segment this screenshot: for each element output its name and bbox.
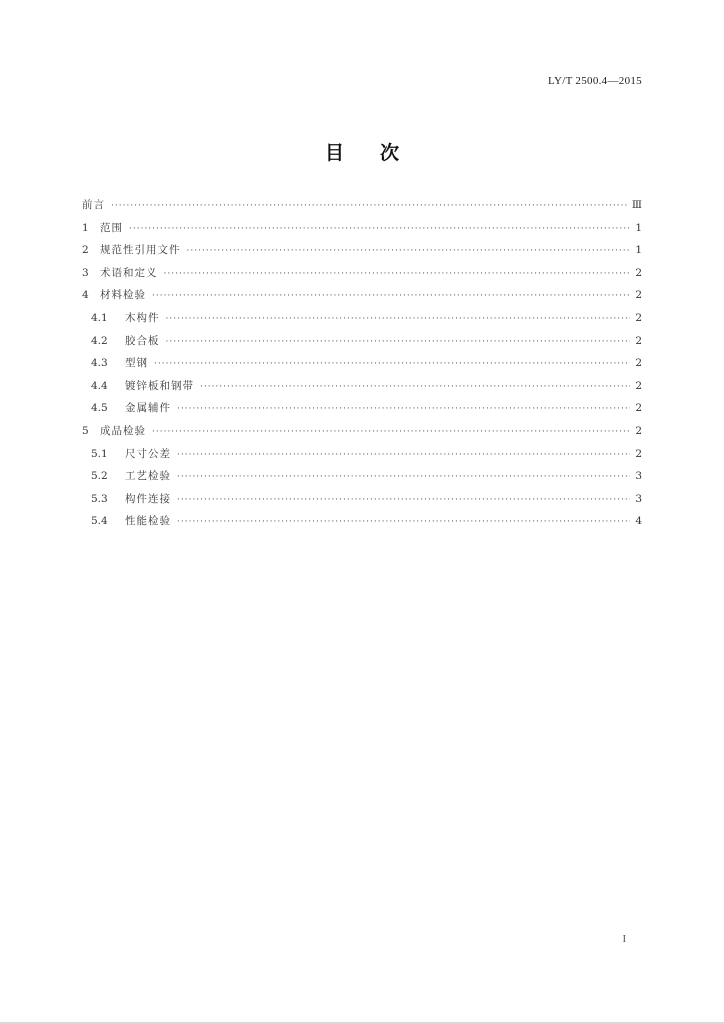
toc-entry-number: 5.2 <box>91 470 108 483</box>
toc-entry-label: 范围 <box>100 221 123 234</box>
toc-entry-5[interactable] <box>82 423 642 446</box>
toc-leader-dots <box>177 472 630 482</box>
toc-entry-number: 5 <box>82 424 89 437</box>
toc-entry-page: 3 <box>635 470 642 483</box>
toc-entry-page: 2 <box>635 424 642 437</box>
toc-entry-5-4[interactable] <box>82 513 642 536</box>
toc-entry-number: 5.4 <box>91 515 108 528</box>
toc-entry-label: 前言 <box>82 199 105 211</box>
toc-entry-page: 2 <box>635 311 642 324</box>
toc-entry-label: 构件连接 <box>125 492 171 505</box>
toc-entry-page: 3 <box>635 492 642 505</box>
toc-entry-number: 4 <box>82 289 89 302</box>
toc-entry-3[interactable] <box>82 265 642 288</box>
toc-leader-dots <box>154 359 630 369</box>
standard-code: LY/T 2500.4—2015 <box>548 75 642 87</box>
toc-entry-label: 镀锌板和钢带 <box>125 379 194 392</box>
toc-entry-number: 4.4 <box>91 379 108 392</box>
toc-entry-label: 工艺检验 <box>125 470 171 483</box>
toc-leader-dots <box>152 291 630 301</box>
toc-entry-4-3[interactable] <box>82 355 642 378</box>
page-title-char-1: 目 <box>324 142 344 164</box>
toc-leader-dots <box>177 495 630 505</box>
toc-entry-5-3[interactable] <box>82 491 642 514</box>
toc-entry-number: 5.1 <box>91 447 108 460</box>
toc-entry-page: 4 <box>635 515 642 528</box>
toc-entry-number: 1 <box>82 221 89 234</box>
toc-leader-dots <box>177 517 630 527</box>
toc-entry-page: 2 <box>635 357 642 370</box>
toc-entry-label: 胶合板 <box>125 334 160 347</box>
toc-entry-label: 金属辅件 <box>125 402 171 415</box>
toc-entry-page: 2 <box>635 266 642 279</box>
toc-entry-page: 2 <box>635 379 642 392</box>
toc-entry-label: 成品检验 <box>100 424 146 437</box>
toc-leader-dots <box>129 224 630 234</box>
toc-entry-2[interactable] <box>82 242 642 265</box>
page-number: I <box>622 934 626 945</box>
toc-leader-dots <box>177 404 630 414</box>
toc-entry-label: 木构件 <box>125 311 160 324</box>
toc-leader-dots <box>200 382 630 392</box>
toc-leader-dots <box>111 201 628 211</box>
toc-entry-number: 4.2 <box>91 334 108 347</box>
toc-entry-label: 材料检验 <box>100 289 146 302</box>
page-title-char-2: 次 <box>380 142 400 164</box>
toc-entry-label: 规范性引用文件 <box>100 244 181 257</box>
toc-leader-dots <box>187 246 631 256</box>
toc-entry-label: 术语和定义 <box>100 266 158 279</box>
toc-leader-dots <box>177 450 630 460</box>
toc-entry-4[interactable] <box>82 287 642 310</box>
toc-entry-page: Ⅲ <box>631 199 642 211</box>
toc-leader-dots <box>166 337 631 347</box>
toc-entry-page: 1 <box>635 244 642 257</box>
toc-leader-dots <box>164 269 631 279</box>
toc-entry-5-1[interactable] <box>82 446 642 469</box>
toc-leader-dots <box>152 427 630 437</box>
toc-entry-number: 2 <box>82 244 89 257</box>
table-of-contents <box>82 197 642 536</box>
toc-entry-1[interactable] <box>82 220 642 243</box>
toc-entry-number: 3 <box>82 266 89 279</box>
toc-entry-number: 4.3 <box>91 357 108 370</box>
toc-entry-page: 1 <box>635 221 642 234</box>
toc-entry-4-5[interactable] <box>82 400 642 423</box>
page-title <box>0 138 724 165</box>
toc-entry-4-2[interactable] <box>82 333 642 356</box>
toc-entry-label: 尺寸公差 <box>125 447 171 460</box>
toc-entry-label: 型钢 <box>125 357 148 370</box>
toc-entry-4-4[interactable] <box>82 378 642 401</box>
toc-entry-page: 2 <box>635 289 642 302</box>
toc-entry-5-2[interactable] <box>82 468 642 491</box>
toc-entry-number: 4.1 <box>91 311 108 324</box>
toc-entry-number: 5.3 <box>91 492 108 505</box>
toc-entry-foreword[interactable] <box>82 197 642 220</box>
toc-entry-page: 2 <box>635 334 642 347</box>
toc-entry-label: 性能检验 <box>125 515 171 528</box>
toc-entry-number: 4.5 <box>91 402 108 415</box>
toc-leader-dots <box>166 314 631 324</box>
toc-entry-page: 2 <box>635 447 642 460</box>
toc-entry-page: 2 <box>635 402 642 415</box>
toc-entry-4-1[interactable] <box>82 310 642 333</box>
